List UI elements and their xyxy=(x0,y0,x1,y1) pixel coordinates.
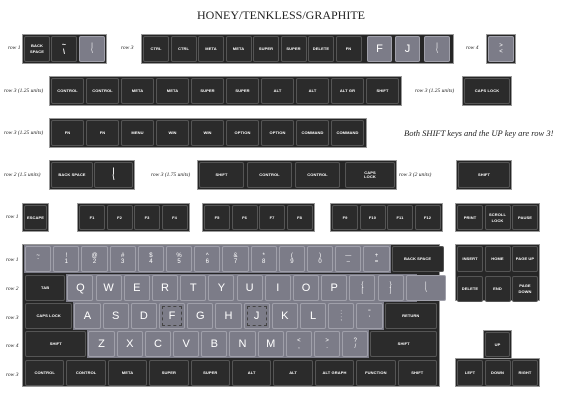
key-legend: META xyxy=(232,46,245,51)
key-legend: | xyxy=(425,281,427,288)
key-legend: RIGHT xyxy=(518,370,532,375)
key-legend: F3 xyxy=(144,214,150,220)
key-option[interactable] xyxy=(226,120,259,146)
key-legend: FN xyxy=(99,130,106,135)
row-label: row 3 xyxy=(6,372,19,378)
key-legend: 0 xyxy=(318,259,322,265)
key-number[interactable] xyxy=(110,246,136,272)
key-legend: + xyxy=(374,252,379,259)
key-legend: @ xyxy=(91,252,98,259)
key-fn[interactable] xyxy=(336,36,362,62)
key-legend: : xyxy=(340,309,343,316)
key-bracket[interactable] xyxy=(406,275,446,301)
key-number[interactable] xyxy=(279,246,305,272)
key-legend: SUPER xyxy=(200,88,215,93)
key-legend: P xyxy=(330,282,338,294)
key-legend: F7 xyxy=(269,214,275,220)
key-q[interactable] xyxy=(67,275,93,301)
key-legend: % xyxy=(176,252,182,259)
key-down[interactable] xyxy=(485,360,511,386)
key-legend: # xyxy=(121,252,125,259)
key-number[interactable] xyxy=(222,246,248,272)
key-i[interactable] xyxy=(265,275,291,301)
key-legend: OPTION xyxy=(269,130,286,135)
key-b[interactable] xyxy=(201,331,227,357)
key-legend: 6 xyxy=(205,259,209,265)
key-legend: UP xyxy=(494,341,501,347)
key-t[interactable] xyxy=(180,275,206,301)
key-legend: C xyxy=(153,338,162,350)
key-legend: SHIFT xyxy=(49,341,62,346)
key-shift[interactable] xyxy=(366,78,399,104)
key-backspace-15[interactable]: BACK SPACE xyxy=(51,162,93,188)
key-number[interactable] xyxy=(194,246,220,272)
key-pipe-2[interactable]: | \ xyxy=(424,36,450,62)
key-alt-graph[interactable] xyxy=(315,360,354,386)
key-legend: SHIFT xyxy=(215,172,228,177)
key-legend: > xyxy=(325,337,329,344)
key-caps-lock[interactable] xyxy=(25,303,72,329)
key-legend: CONTROL xyxy=(307,172,328,177)
row-label: row 1 xyxy=(8,45,21,51)
key-s[interactable] xyxy=(103,303,129,329)
key-option[interactable] xyxy=(261,120,294,146)
key-number[interactable] xyxy=(166,246,192,272)
key-f12[interactable] xyxy=(415,205,441,230)
key-legend: ! xyxy=(65,252,68,259)
key-legend: [ xyxy=(361,288,364,294)
key-insert[interactable] xyxy=(457,246,483,272)
key-legend: F5 xyxy=(214,214,220,220)
key-legend: META xyxy=(166,88,179,93)
key-super[interactable] xyxy=(226,78,259,104)
key-legend: WIN xyxy=(203,130,212,135)
key-bracket[interactable] xyxy=(349,275,375,301)
key-legend: ' xyxy=(368,316,371,322)
key-legend: ; xyxy=(340,316,343,322)
key-legend: SHIFT xyxy=(411,370,424,375)
key-legend: ALT GRAPH xyxy=(322,370,347,375)
key-delete[interactable] xyxy=(308,36,334,62)
key-number[interactable] xyxy=(138,246,164,272)
key-legend: SHIFT xyxy=(397,341,410,346)
key-legend: F6 xyxy=(242,214,247,220)
key-super[interactable] xyxy=(149,360,188,386)
key-legend: F xyxy=(168,310,176,322)
key-z[interactable] xyxy=(88,331,114,357)
key-punct[interactable] xyxy=(314,331,340,357)
key-right[interactable] xyxy=(512,360,538,386)
key-f3[interactable] xyxy=(134,205,160,230)
key-legend: 1 xyxy=(64,259,68,265)
key-legend: ` xyxy=(37,259,40,265)
key-legend: CONTROL xyxy=(75,370,97,375)
key-legend: ( xyxy=(290,252,293,259)
row-label: row 2 (1.5 units) xyxy=(4,172,41,178)
key-legend: D xyxy=(139,310,148,322)
key-page-up[interactable] xyxy=(512,246,538,272)
key-up[interactable] xyxy=(485,332,510,357)
key-legend: ~ xyxy=(36,252,40,259)
key-legend: \ xyxy=(425,288,427,294)
key-legend: 3 xyxy=(121,259,125,265)
key-legend: " xyxy=(368,309,371,316)
key-legend: S xyxy=(111,310,120,322)
key-legend: PAGE UP xyxy=(515,256,535,261)
key-legend: CTRL xyxy=(177,46,190,51)
key-number[interactable] xyxy=(81,246,107,272)
key-legend: BACK SPACE xyxy=(404,256,432,261)
key-legend: CONTROL xyxy=(34,370,55,375)
key-legend: J xyxy=(253,310,260,322)
key-control[interactable] xyxy=(51,78,84,104)
key-legend: 4 xyxy=(149,259,153,265)
key-o[interactable] xyxy=(293,275,319,301)
key-r[interactable] xyxy=(152,275,178,301)
key-legend: < xyxy=(297,337,301,344)
key-c[interactable] xyxy=(145,331,171,357)
key-legend: ALT GR xyxy=(339,88,356,93)
key-legend: ^ xyxy=(205,252,209,259)
key-number[interactable] xyxy=(335,246,361,272)
key-p[interactable] xyxy=(321,275,347,301)
row-label: row 3 xyxy=(121,45,134,51)
key-legend: M xyxy=(266,338,276,350)
key-d[interactable] xyxy=(131,303,157,329)
key-tilde[interactable]: ~ \ xyxy=(51,36,77,62)
key-u[interactable] xyxy=(237,275,263,301)
key-legend: B xyxy=(210,338,219,350)
key-legend: DOWN xyxy=(490,370,505,375)
key-f-homing[interactable]: F xyxy=(367,36,392,62)
key-f10[interactable] xyxy=(360,205,386,230)
key-end[interactable] xyxy=(485,276,511,302)
key-legend: T xyxy=(189,282,197,294)
key-f4[interactable] xyxy=(162,205,188,230)
key-legend: F8 xyxy=(297,214,302,220)
key-legend: ALT xyxy=(289,370,297,375)
key-legend: PAGE DOWN xyxy=(518,283,532,294)
key-super[interactable] xyxy=(253,36,279,62)
row-label: row 3 xyxy=(6,315,19,321)
key-j[interactable] xyxy=(244,303,270,329)
key-legend: . xyxy=(326,344,328,350)
key-shift[interactable] xyxy=(398,360,437,386)
key-control[interactable] xyxy=(66,360,105,386)
key-legend: 2 xyxy=(92,259,97,265)
key-legend: K xyxy=(281,310,289,322)
key-legend: / xyxy=(354,344,357,350)
key-legend: 9 xyxy=(290,259,294,265)
key-meta[interactable] xyxy=(108,360,147,386)
key-g[interactable] xyxy=(187,303,213,329)
key-super[interactable] xyxy=(191,360,230,386)
key-control[interactable] xyxy=(295,162,340,188)
key-legend: SHIFT xyxy=(376,88,389,93)
key-function[interactable] xyxy=(356,360,395,386)
key-legend: E xyxy=(133,282,141,294)
key-m[interactable] xyxy=(258,331,284,357)
key-control[interactable] xyxy=(25,360,64,386)
key-command[interactable] xyxy=(296,120,329,146)
key-legend: END xyxy=(493,286,502,291)
key-meta[interactable] xyxy=(121,78,154,104)
key-win[interactable] xyxy=(191,120,224,146)
key-k[interactable] xyxy=(272,303,298,329)
key-legend: 5 xyxy=(177,259,181,265)
key-number[interactable] xyxy=(307,246,333,272)
key-control[interactable] xyxy=(247,162,292,188)
key-alt[interactable] xyxy=(261,78,294,104)
key-legend: SUPER xyxy=(235,88,250,93)
key-w[interactable] xyxy=(96,275,122,301)
key-pipe-15[interactable]: | \ xyxy=(94,162,133,188)
key-number[interactable] xyxy=(53,246,79,272)
key-number[interactable] xyxy=(363,246,389,272)
key-legend: — xyxy=(345,252,352,259)
key-alt[interactable] xyxy=(296,78,329,104)
key-legend: } xyxy=(389,281,392,288)
key-legend: { xyxy=(361,281,364,288)
key-legend: FN xyxy=(345,46,352,51)
key-f8[interactable] xyxy=(287,205,313,230)
key-legend: A xyxy=(83,310,92,322)
key-legend: H xyxy=(224,310,233,322)
key-f5[interactable] xyxy=(204,205,230,230)
key-f9[interactable] xyxy=(332,205,358,230)
key-y[interactable] xyxy=(208,275,234,301)
key-bracket[interactable] xyxy=(378,275,404,301)
key-delete[interactable] xyxy=(457,276,483,302)
key-page-down[interactable] xyxy=(512,276,538,302)
row-label: row 3 (1.25 units) xyxy=(4,130,44,136)
key-ctrl[interactable] xyxy=(171,36,197,62)
row-label: row 2 xyxy=(6,286,19,292)
key-scroll-lock[interactable] xyxy=(485,205,511,230)
key-e[interactable] xyxy=(124,275,150,301)
key-caps-lock[interactable]: CAPS LOCK xyxy=(464,78,510,104)
key-legend: TAB xyxy=(41,285,50,290)
row-label: row 1 xyxy=(6,214,19,220)
key-legend: SUPER xyxy=(286,46,301,51)
key-legend: PRINT xyxy=(463,214,477,220)
key-legend: = xyxy=(374,259,379,265)
key-legend: ) xyxy=(319,252,322,259)
key-legend: ] xyxy=(389,288,392,294)
key-legend: PAUSE xyxy=(518,214,532,220)
row-label: row 3 (2 units) xyxy=(399,172,432,178)
row-label: row 3 (1.75 units) xyxy=(151,172,191,178)
key-backspace[interactable]: BACK SPACE xyxy=(24,36,50,62)
key-n[interactable] xyxy=(229,331,255,357)
key-legend: F4 xyxy=(172,214,177,220)
key-legend: ALT xyxy=(308,88,317,93)
key-legend: L xyxy=(309,310,317,322)
key-legend: CTRL xyxy=(150,46,162,51)
key-legend: MENU xyxy=(131,130,144,135)
key-win[interactable] xyxy=(156,120,189,146)
key-legend: OPTION xyxy=(234,130,251,135)
key-punct[interactable] xyxy=(342,331,368,357)
key-legend: – xyxy=(346,259,350,265)
key-legend: $ xyxy=(149,252,153,259)
key-meta[interactable] xyxy=(226,36,252,62)
key-legend: INSERT xyxy=(462,256,478,261)
key-legend: DELETE xyxy=(461,286,479,291)
annotation-note: Both SHIFT keys and the UP key are row 3! xyxy=(404,128,554,138)
key-legend: ALT xyxy=(273,88,282,93)
key-legend: CAPS LOCK xyxy=(36,313,61,318)
key-legend: META xyxy=(131,88,144,93)
key-legend: F12 xyxy=(423,214,432,220)
key-legend: RETURN xyxy=(402,313,420,318)
key-legend: F2 xyxy=(117,214,122,220)
key-legend: CONTROL xyxy=(92,88,113,93)
row-label: row 3 (1.25 units) xyxy=(4,88,44,94)
key-legend: LEFT xyxy=(464,370,476,375)
key-legend: W xyxy=(103,282,114,294)
key-f7[interactable] xyxy=(259,205,285,230)
key-legend: HOME xyxy=(491,256,504,261)
key-legend: DELETE xyxy=(312,46,330,51)
key-legend: FN xyxy=(64,130,71,135)
key-legend: CONTROL xyxy=(259,172,280,177)
key-legend: SUPER xyxy=(203,370,218,375)
key-alt[interactable] xyxy=(273,360,312,386)
key-caps-lock-175[interactable]: CAPS LOCK xyxy=(345,162,395,188)
key-punct[interactable] xyxy=(286,331,312,357)
key-print[interactable] xyxy=(457,205,483,230)
key-legend: COMMAND xyxy=(336,130,359,135)
key-legend: U xyxy=(245,282,254,294)
key-legend: SUPER xyxy=(161,370,177,375)
key-super[interactable] xyxy=(191,78,224,104)
key-legend: ? xyxy=(353,337,358,344)
key-legend: F1 xyxy=(89,214,95,220)
key-meta[interactable] xyxy=(198,36,224,62)
key-shift-right[interactable] xyxy=(370,331,437,357)
key-legend: WIN xyxy=(168,130,177,135)
key-control[interactable] xyxy=(86,78,119,104)
key-number[interactable] xyxy=(251,246,277,272)
key-f[interactable] xyxy=(159,303,185,329)
key-legend: X xyxy=(126,338,134,350)
key-home[interactable] xyxy=(485,246,511,272)
key-legend: R xyxy=(161,282,169,294)
key-legend: F10 xyxy=(368,214,377,220)
key-legend: Z xyxy=(98,338,105,350)
key-legend: Q xyxy=(76,282,85,294)
key-legend: META xyxy=(121,370,134,375)
key-super[interactable] xyxy=(281,36,307,62)
key-legend: ESCAPE xyxy=(26,214,45,220)
key-alt[interactable] xyxy=(232,360,271,386)
key-legend: F9 xyxy=(342,214,348,220)
key-x[interactable] xyxy=(117,331,143,357)
key-pause[interactable] xyxy=(512,205,538,230)
row-label: row 3 (1.25 units) xyxy=(415,88,455,94)
key-shift-left[interactable] xyxy=(25,331,86,357)
key-punct[interactable] xyxy=(356,303,382,329)
key-legend: O xyxy=(301,282,311,294)
row-label: row 4 xyxy=(466,45,479,51)
key-angle-brackets[interactable]: > < xyxy=(488,36,514,62)
key-return[interactable] xyxy=(385,303,437,329)
key-h[interactable] xyxy=(215,303,241,329)
key-legend: N xyxy=(238,338,247,350)
key-legend: I xyxy=(276,282,280,294)
key-legend: SCROLL LOCK xyxy=(488,211,507,223)
key-alt-gr[interactable] xyxy=(331,78,364,104)
key-f11[interactable] xyxy=(387,205,413,230)
row-label: row 1 xyxy=(6,257,19,263)
key-legend: , xyxy=(298,344,300,350)
key-legend: META xyxy=(205,46,217,51)
key-legend: F11 xyxy=(396,214,404,220)
key-legend: & xyxy=(233,252,238,259)
key-legend: G xyxy=(195,310,205,322)
key-f1[interactable] xyxy=(79,205,105,230)
key-pipe[interactable]: | \ xyxy=(79,36,105,62)
key-f2[interactable] xyxy=(107,205,133,230)
key-v[interactable] xyxy=(173,331,199,357)
key-backspace[interactable] xyxy=(392,246,444,272)
key-j-homing[interactable]: J xyxy=(395,36,420,62)
key-shift-2u[interactable]: SHIFT xyxy=(458,162,510,188)
row-label: row 4 xyxy=(6,343,19,349)
key-fn[interactable] xyxy=(86,120,119,146)
key-legend: Y xyxy=(217,282,226,294)
key-number[interactable] xyxy=(25,246,51,272)
key-left[interactable] xyxy=(457,360,483,386)
key-fn[interactable] xyxy=(51,120,84,146)
key-legend: ALT xyxy=(247,370,256,375)
key-command[interactable] xyxy=(331,120,364,146)
key-ctrl[interactable] xyxy=(143,36,169,62)
key-tab[interactable] xyxy=(25,275,65,301)
key-legend: 7 xyxy=(233,259,238,265)
key-a[interactable] xyxy=(74,303,100,329)
key-legend: SUPER xyxy=(258,46,274,51)
key-legend: 8 xyxy=(262,259,266,265)
key-l[interactable] xyxy=(300,303,326,329)
page-title: HONEY/TENKLESS/GRAPHITE xyxy=(197,8,365,22)
key-f6[interactable] xyxy=(232,205,258,230)
key-legend: CONTROL xyxy=(57,88,78,93)
key-legend: FUNCTION xyxy=(365,370,387,375)
key-meta[interactable] xyxy=(156,78,189,104)
key-legend: V xyxy=(182,338,190,350)
key-menu[interactable] xyxy=(121,120,154,146)
key-legend: * xyxy=(262,252,265,259)
key-legend: COMMAND xyxy=(301,130,324,135)
key-shift[interactable] xyxy=(199,162,244,188)
key-punct[interactable] xyxy=(328,303,354,329)
key-escape[interactable] xyxy=(24,205,47,230)
